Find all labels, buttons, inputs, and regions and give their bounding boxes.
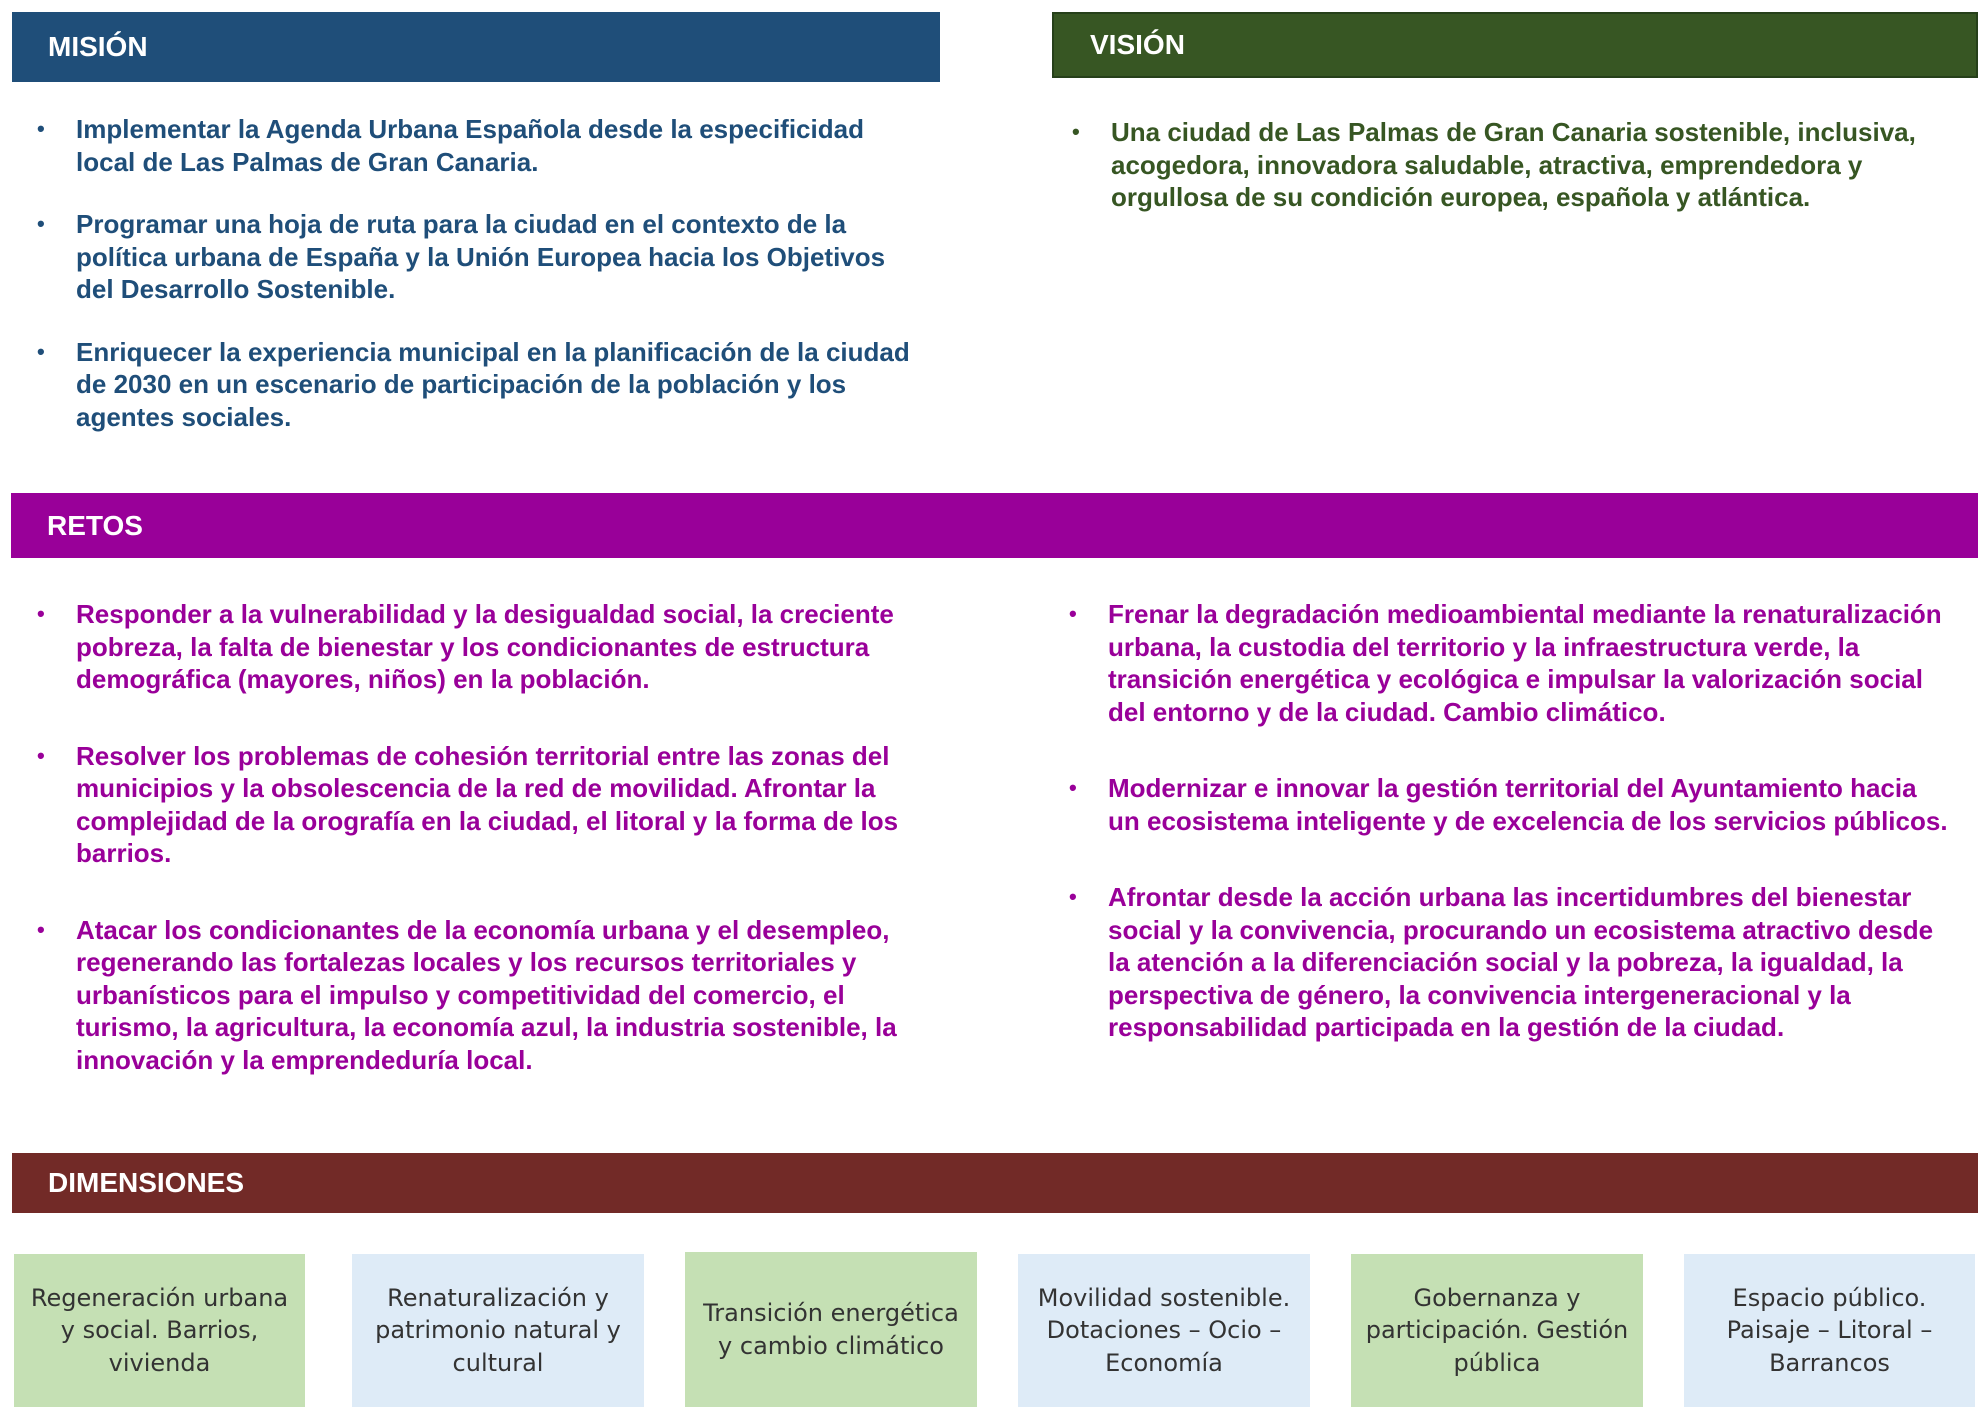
retos-title: RETOS <box>47 509 143 541</box>
mision-list <box>37 113 917 433</box>
mision-item: • Implementar la Agenda Urbana Española desde la especificidad local de Las Palmas de Gran Canaria. <box>37 113 917 178</box>
dimension-box-regeneracion: Regeneración urbana y social. Barrios, vivienda <box>14 1254 305 1407</box>
reto-item: • Resolver los problemas de cohesión territorial entre las zonas del municipios y la obsolescencia de la red de movilidad. Afrontar la complejidad de la orografía en la ciudad, el litoral y la forma de los barrios. <box>37 740 917 870</box>
mision-item: • Programar una hoja de ruta para la ciudad en el contexto de la política urbana de España y la Unión Europea hacia los Objetivos del Desarrollo Sostenible. <box>37 208 917 306</box>
reto-item: • Afrontar desde la acción urbana las incertidumbres del bienestar social y la convivencia, procurando un ecosistema atractivo desde la atención a la diferenciación social y la pobreza, la igualdad, la perspectiva de género, la convivencia intergeneracional y la responsabilidad participada en la gestión de la ciudad. <box>1069 881 1949 1044</box>
dimensiones-title: DIMENSIONES <box>48 1167 245 1198</box>
dimension-box-espacio-publico: Espacio público. Paisaje – Litoral – Barrancos <box>1684 1254 1975 1407</box>
vision-header <box>1052 12 1978 78</box>
dimension-box-transicion: Transición energética y cambio climático <box>685 1252 977 1407</box>
mision-header <box>12 12 940 82</box>
mision-item: • Enriquecer la experiencia municipal en la planificación de la ciudad de 2030 en un escenario de participación de la población y los agentes sociales. <box>37 336 917 434</box>
retos-header <box>11 493 1978 558</box>
mision-title: MISIÓN <box>48 31 148 62</box>
reto-item: • Responder a la vulnerabilidad y la desigualdad social, la creciente pobreza, la falta de bienestar y los condicionantes de estructura demográfica (mayores, niños) en la población. <box>37 598 917 696</box>
dimension-box-movilidad: Movilidad sostenible. Dotaciones – Ocio – Economía <box>1018 1254 1310 1407</box>
reto-item: • Atacar los condicionantes de la economía urbana y el desempleo, regenerando las fortalezas locales y los recursos territoriales y urbanísticos para el impulso y competitividad del comercio, el turismo, la agricultura, la economía azul, la industria sostenible, la innovación y la emprendeduría local. <box>37 914 917 1077</box>
retos-right-list <box>1069 598 1949 1044</box>
reto-item: • Modernizar e innovar la gestión territorial del Ayuntamiento hacia un ecosistema inteligente y de excelencia de los servicios públicos. <box>1069 772 1949 837</box>
dimension-box-gobernanza: Gobernanza y participación. Gestión pública <box>1351 1254 1643 1407</box>
dimension-box-renaturalizacion: Renaturalización y patrimonio natural y cultural <box>352 1254 644 1407</box>
dimensiones-header <box>12 1153 1978 1213</box>
vision-list <box>1072 116 1942 214</box>
vision-title: VISIÓN <box>1090 29 1185 60</box>
retos-left-list <box>37 598 917 1076</box>
vision-item: • Una ciudad de Las Palmas de Gran Canaria sostenible, inclusiva, acogedora, innovadora saludable, atractiva, emprendedora y orgullosa de su condición europea, española y atlántica. <box>1072 116 1942 214</box>
reto-item: • Frenar la degradación medioambiental mediante la renaturalización urbana, la custodia del territorio y la infraestructura verde, la transición energética y ecológica e impulsar la valorización social del entorno y de la ciudad. Cambio climático. <box>1069 598 1949 728</box>
